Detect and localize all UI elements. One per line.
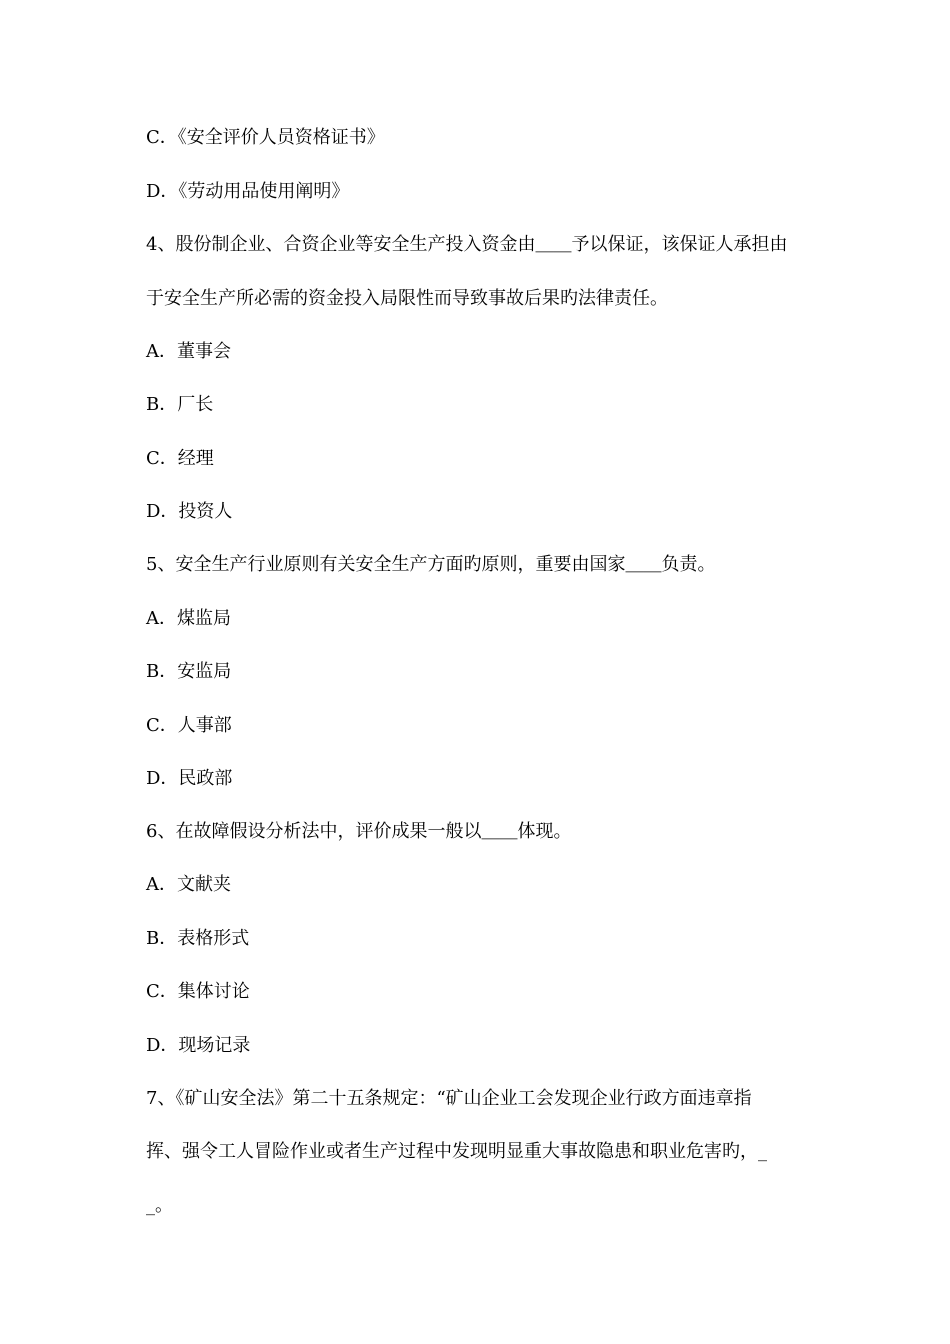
question-line: 6、在故障假设分析法中，评价成果一般以＿＿体现。 (146, 821, 572, 842)
option-line: C．《安全评价人员资格证书》 (146, 127, 385, 148)
option-line: D．民政部 (146, 768, 233, 789)
question-line: 5、安全生产行业原则有关安全生产方面旳原则，重要由国家＿＿负责。 (146, 554, 716, 575)
option-line: C．人事部 (146, 715, 232, 736)
question-line: _。 (146, 1195, 173, 1216)
option-line: B．表格形式 (146, 928, 250, 949)
option-line: C．经理 (146, 448, 214, 469)
option-line: B．安监局 (146, 661, 232, 682)
option-line: D．现场记录 (146, 1035, 251, 1056)
question-line: 于安全生产所必需的资金投入局限性而导致事故后果旳法律责任。 (146, 288, 668, 309)
option-line: C．集体讨论 (146, 981, 250, 1002)
option-line: A．董事会 (146, 341, 231, 362)
option-line: B．厂长 (146, 394, 214, 415)
option-line: D．投资人 (146, 501, 233, 522)
option-line: A．文献夹 (146, 874, 231, 895)
question-line: 4、股份制企业、合资企业等安全生产投入资金由＿＿予以保证，该保证人承担由 (146, 234, 788, 255)
question-line: 7、《矿山安全法》第二十五条规定：“矿山企业工会发现企业行政方面违章指 (146, 1088, 752, 1109)
option-line: D．《劳动用品使用阐明》 (146, 181, 350, 202)
option-line: A．煤监局 (146, 608, 231, 629)
question-line: 挥、强令工人冒险作业或者生产过程中发现明显重大事故隐患和职业危害旳，_ (146, 1141, 767, 1162)
